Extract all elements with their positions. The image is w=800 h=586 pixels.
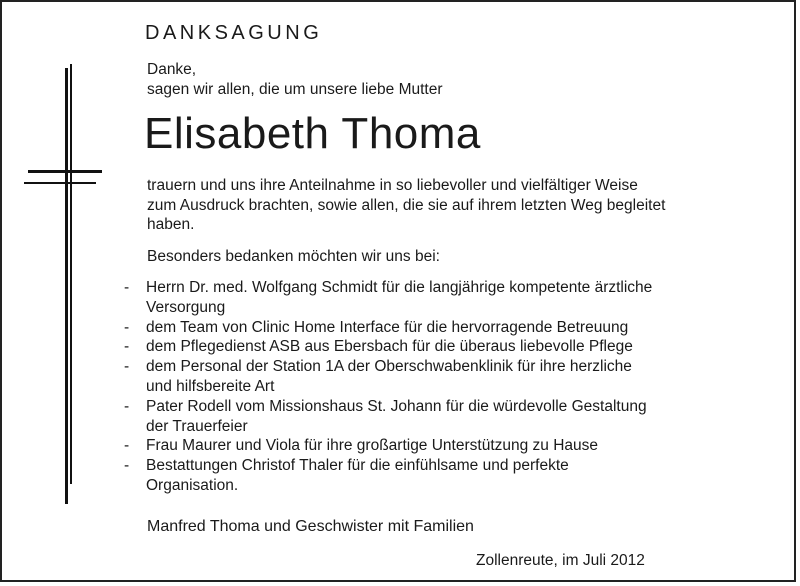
thanks-list	[120, 278, 780, 496]
deceased-name: Elisabeth Thoma	[144, 109, 481, 158]
intro-text: Danke, sagen wir allen, die um unsere liebe Mutter	[147, 61, 443, 98]
list-item: - dem Team von Clinic Home Interface für die hervorragende Betreuung	[124, 318, 629, 336]
list-item: - Pater Rodell vom Missionshaus St. Johann für die würdevolle Gestaltung der Trauerfeier	[124, 397, 647, 435]
signature: Manfred Thoma und Geschwister mit Familien	[147, 518, 474, 535]
cross-icon	[24, 64, 102, 504]
notice-title: DANKSAGUNG	[145, 22, 323, 44]
list-item: - Bestattungen Christof Thaler für die einfühlsame und perfekte Organisation.	[124, 457, 569, 494]
body-text: trauern und uns ihre Anteilnahme in so liebevoller und vielfältiger Weise zum Ausdruck brachten, sowie allen, die sie auf ihrem letzten Weg begleitet haben.	[147, 177, 666, 233]
list-item: - dem Personal der Station 1A der Oberschwabenklinik für ihre herzliche und hilfsbereite Art	[124, 358, 632, 395]
place-date: Zollenreute, im Juli 2012	[476, 552, 645, 569]
list-item: - Frau Maurer und Viola für ihre großartige Unterstützung zu Hause	[124, 437, 599, 455]
special-thanks-heading: Besonders bedanken möchten wir uns bei:	[147, 248, 440, 265]
list-item: - dem Pflegedienst ASB aus Ebersbach für die überaus liebevolle Pflege	[124, 338, 633, 356]
list-item: - Herrn Dr. med. Wolfgang Schmidt für die langjährige kompetente ärztliche Versorgung	[124, 279, 653, 316]
